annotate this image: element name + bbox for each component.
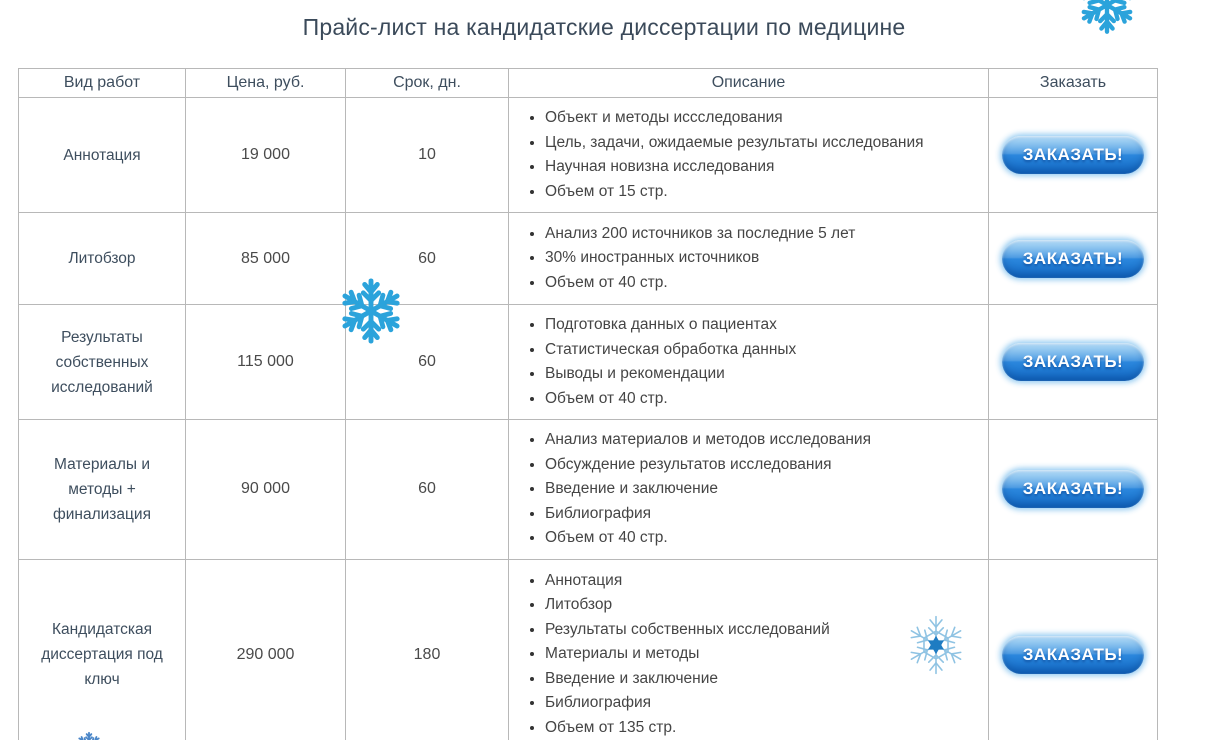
description-item: • Литобзор	[545, 593, 978, 618]
work-type-cell: Литобзор	[19, 213, 186, 305]
table-row	[19, 213, 1158, 305]
description-item: • Анализ 200 источников за последние 5 лет	[545, 222, 978, 247]
table-row	[19, 305, 1158, 420]
description-item: • Библиография	[545, 691, 978, 716]
description-list	[521, 106, 978, 204]
days-cell: 60	[346, 305, 509, 420]
description-item: • 30% иностранных источников	[545, 246, 978, 271]
price-cell: 85 000	[186, 213, 346, 305]
column-header: Срок, дн.	[346, 69, 509, 98]
header-row	[19, 69, 1158, 98]
description-item: • Введение и заключение	[545, 667, 978, 692]
days-cell: 60	[346, 420, 509, 560]
description-item: • Аннотация	[545, 569, 978, 594]
days-cell: 180	[346, 559, 509, 740]
order-cell	[989, 213, 1158, 305]
price-cell: 19 000	[186, 98, 346, 213]
order-button[interactable]: ЗАКАЗАТЬ!	[1002, 343, 1144, 381]
work-type-cell: Аннотация	[19, 98, 186, 213]
column-header: Описание	[509, 69, 989, 98]
order-cell	[989, 559, 1158, 740]
description-item: • Объем от 135 стр.	[545, 716, 978, 740]
price-cell: 290 000	[186, 559, 346, 740]
description-item: • Цель, задачи, ожидаемые результаты исследования	[545, 131, 978, 156]
description-item: • Объем от 40 стр.	[545, 271, 978, 296]
price-cell: 115 000	[186, 305, 346, 420]
column-header: Цена, руб.	[186, 69, 346, 98]
description-item: • Выводы и рекомендации	[545, 362, 978, 387]
description-item: • Обсуждение результатов исследования	[545, 453, 978, 478]
description-list	[521, 313, 978, 411]
description-item: • Материалы и методы	[545, 642, 978, 667]
table-row	[19, 559, 1158, 740]
work-type-cell: Результаты собственных исследований	[19, 305, 186, 420]
description-cell	[509, 559, 989, 740]
column-header: Вид работ	[19, 69, 186, 98]
description-item: • Научная новизна исследования	[545, 155, 978, 180]
description-item: • Введение и заключение	[545, 477, 978, 502]
price-table-body	[19, 98, 1158, 740]
table-row	[19, 98, 1158, 213]
description-list	[521, 428, 978, 551]
column-header: Заказать	[989, 69, 1158, 98]
description-item: • Статистическая обработка данных	[545, 338, 978, 363]
description-item: • Объем от 40 стр.	[545, 526, 978, 551]
description-item: • Анализ материалов и методов исследования	[545, 428, 978, 453]
description-item: • Объем от 15 стр.	[545, 180, 978, 205]
order-cell	[989, 98, 1158, 213]
description-cell	[509, 420, 989, 560]
description-cell	[509, 305, 989, 420]
work-type-cell: Материалы и методы + финализация	[19, 420, 186, 560]
description-item: • Библиография	[545, 502, 978, 527]
order-cell	[989, 305, 1158, 420]
order-button[interactable]: ЗАКАЗАТЬ!	[1002, 636, 1144, 674]
order-button[interactable]: ЗАКАЗАТЬ!	[1002, 136, 1144, 174]
page-title: Прайс-лист на кандидатские диссертации по медицине	[302, 14, 906, 40]
description-cell	[509, 213, 989, 305]
days-cell: 60	[346, 213, 509, 305]
price-table	[18, 68, 1158, 740]
order-button[interactable]: ЗАКАЗАТЬ!	[1002, 240, 1144, 278]
order-cell	[989, 420, 1158, 560]
price-cell: 90 000	[186, 420, 346, 560]
description-item: • Подготовка данных о пациентах	[545, 313, 978, 338]
description-list	[521, 222, 978, 296]
work-type-cell: Кандидатская диссертация под ключ	[19, 559, 186, 740]
description-item: • Результаты собственных исследований	[545, 618, 978, 643]
description-item: • Объект и методы иссследования	[545, 106, 978, 131]
days-cell: 10	[346, 98, 509, 213]
table-row	[19, 420, 1158, 560]
description-item: • Объем от 40 стр.	[545, 387, 978, 412]
description-list	[521, 569, 978, 740]
order-button[interactable]: ЗАКАЗАТЬ!	[1002, 470, 1144, 508]
description-cell	[509, 98, 989, 213]
